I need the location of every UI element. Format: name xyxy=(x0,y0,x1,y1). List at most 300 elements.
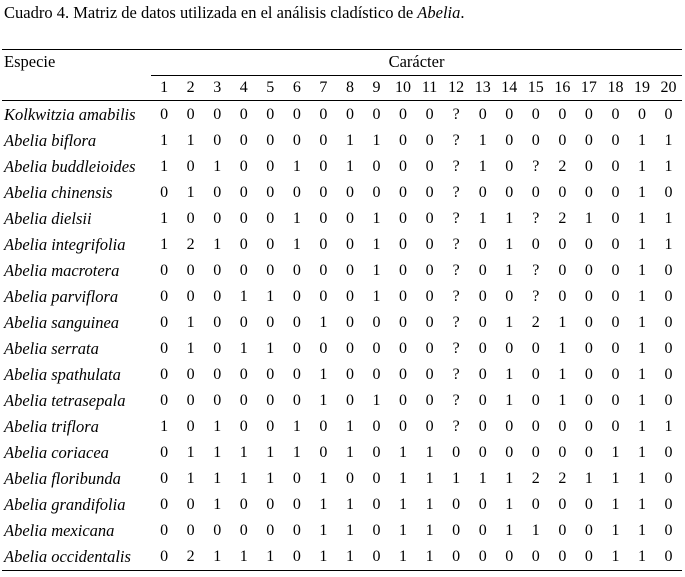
matrix-cell: 1 xyxy=(345,522,354,539)
matrix-cell: 0 xyxy=(372,106,381,123)
matrix-cell: 1 xyxy=(186,184,195,201)
matrix-cell: 0 xyxy=(160,366,169,383)
matrix-cell: 0 xyxy=(292,106,301,123)
matrix-cell: 2 xyxy=(558,470,567,487)
matrix-cell: 1 xyxy=(292,418,301,435)
matrix-cell: 1 xyxy=(637,236,646,253)
matrix-cell: 0 xyxy=(611,262,620,279)
matrix-cell: 0 xyxy=(531,496,540,513)
matrix-cell: 0 xyxy=(319,418,328,435)
matrix-cell: 1 xyxy=(637,158,646,175)
matrix-cell: ? xyxy=(532,288,540,305)
matrix-cell: 1 xyxy=(584,210,593,227)
matrix-cell: 1 xyxy=(637,418,646,435)
matrix-cell: 1 xyxy=(319,548,328,565)
species-name: Abelia serrata xyxy=(4,339,99,358)
character-values xyxy=(151,521,682,541)
matrix-cell: 1 xyxy=(160,418,169,435)
species-name: Abelia buddleioides xyxy=(4,157,136,176)
matrix-cell: 0 xyxy=(266,496,275,513)
matrix-cell: 0 xyxy=(452,444,461,461)
matrix-cell: 0 xyxy=(213,314,222,331)
character-number-row xyxy=(151,78,682,98)
character-values xyxy=(151,209,682,229)
matrix-cell: 0 xyxy=(664,288,673,305)
matrix-cell: 0 xyxy=(160,444,169,461)
species-name: Abelia tetrasepala xyxy=(4,391,126,410)
matrix-cell: 1 xyxy=(160,236,169,253)
matrix-cell: 0 xyxy=(372,548,381,565)
matrix-cell: 0 xyxy=(664,314,673,331)
table-row xyxy=(0,154,685,180)
matrix-cell: 1 xyxy=(478,210,487,227)
matrix-cell: 0 xyxy=(372,366,381,383)
matrix-cell: 0 xyxy=(584,522,593,539)
matrix-cell: 0 xyxy=(213,522,222,539)
matrix-cell: 0 xyxy=(452,496,461,513)
species-name: Abelia triflora xyxy=(4,417,99,436)
matrix-cell: 1 xyxy=(372,392,381,409)
matrix-cell: 0 xyxy=(611,210,620,227)
character-number: 16 xyxy=(554,79,571,96)
matrix-cell: 1 xyxy=(186,444,195,461)
species-name: Abelia macrotera xyxy=(4,261,120,280)
matrix-cell: 1 xyxy=(611,444,620,461)
matrix-cell: 1 xyxy=(558,340,567,357)
matrix-cell: 1 xyxy=(637,132,646,149)
matrix-cell: 0 xyxy=(425,366,434,383)
matrix-cell: 1 xyxy=(425,548,434,565)
matrix-cell: 0 xyxy=(531,548,540,565)
matrix-cell: 0 xyxy=(584,262,593,279)
matrix-cell: 0 xyxy=(160,470,169,487)
matrix-cell: 0 xyxy=(584,418,593,435)
matrix-cell: 0 xyxy=(292,262,301,279)
matrix-cell: 0 xyxy=(239,184,248,201)
matrix-cell: ? xyxy=(452,418,460,435)
species-name: Kolkwitzia amabilis xyxy=(4,105,136,124)
caption-suffix: . xyxy=(460,3,465,22)
character-values xyxy=(151,391,682,411)
matrix-cell: 0 xyxy=(478,444,487,461)
matrix-cell: 1 xyxy=(292,236,301,253)
matrix-cell: 1 xyxy=(372,262,381,279)
matrix-cell: 0 xyxy=(266,106,275,123)
matrix-cell: ? xyxy=(452,262,460,279)
matrix-cell: 0 xyxy=(292,366,301,383)
matrix-cell: 1 xyxy=(637,470,646,487)
matrix-cell: 0 xyxy=(372,444,381,461)
matrix-cell: ? xyxy=(452,184,460,201)
matrix-cell: 0 xyxy=(372,158,381,175)
matrix-cell: 0 xyxy=(478,262,487,279)
matrix-cell: 0 xyxy=(478,288,487,305)
matrix-cell: 2 xyxy=(558,158,567,175)
matrix-cell: 1 xyxy=(399,470,408,487)
character-values xyxy=(151,547,682,567)
matrix-cell: 1 xyxy=(345,548,354,565)
matrix-cell: 0 xyxy=(345,106,354,123)
matrix-cell: 0 xyxy=(345,314,354,331)
matrix-cell: 0 xyxy=(160,392,169,409)
matrix-cell: 0 xyxy=(160,288,169,305)
matrix-cell: 0 xyxy=(505,418,514,435)
matrix-cell: 0 xyxy=(664,392,673,409)
matrix-cell: 0 xyxy=(584,548,593,565)
matrix-cell: 1 xyxy=(637,340,646,357)
matrix-cell: 0 xyxy=(239,236,248,253)
matrix-cell: 0 xyxy=(319,184,328,201)
character-number: 4 xyxy=(239,79,248,96)
matrix-cell: 1 xyxy=(239,548,248,565)
matrix-cell: 0 xyxy=(664,106,673,123)
matrix-cell: 1 xyxy=(266,340,275,357)
matrix-cell: 0 xyxy=(558,418,567,435)
matrix-cell: 0 xyxy=(425,132,434,149)
matrix-cell: 2 xyxy=(531,314,540,331)
matrix-cell: 0 xyxy=(266,158,275,175)
character-number: 18 xyxy=(607,79,624,96)
matrix-cell: 0 xyxy=(558,262,567,279)
matrix-cell: 0 xyxy=(213,288,222,305)
matrix-cell: 1 xyxy=(399,444,408,461)
matrix-cell: 0 xyxy=(584,132,593,149)
matrix-cell: 0 xyxy=(425,236,434,253)
matrix-cell: 0 xyxy=(345,340,354,357)
matrix-cell: 0 xyxy=(531,184,540,201)
matrix-cell: 0 xyxy=(186,366,195,383)
matrix-cell: 0 xyxy=(239,132,248,149)
matrix-cell: 1 xyxy=(611,496,620,513)
table-row xyxy=(0,544,685,570)
matrix-cell: 0 xyxy=(558,132,567,149)
matrix-cell: 0 xyxy=(478,340,487,357)
character-number: 1 xyxy=(160,79,169,96)
matrix-cell: 0 xyxy=(213,340,222,357)
matrix-cell: 0 xyxy=(399,366,408,383)
species-name: Abelia sanguinea xyxy=(4,313,120,332)
matrix-cell: ? xyxy=(532,210,540,227)
matrix-cell: 1 xyxy=(505,522,514,539)
matrix-cell: 0 xyxy=(345,210,354,227)
matrix-cell: 0 xyxy=(319,106,328,123)
matrix-cell: 0 xyxy=(266,366,275,383)
matrix-cell: 0 xyxy=(399,340,408,357)
matrix-cell: 2 xyxy=(531,470,540,487)
matrix-cell: 1 xyxy=(637,496,646,513)
matrix-cell: 0 xyxy=(531,106,540,123)
matrix-cell: 0 xyxy=(266,210,275,227)
matrix-cell: 1 xyxy=(345,418,354,435)
matrix-cell: 1 xyxy=(239,444,248,461)
matrix-cell: 0 xyxy=(213,366,222,383)
character-number: 3 xyxy=(213,79,222,96)
matrix-cell: 0 xyxy=(292,548,301,565)
matrix-cell: 0 xyxy=(558,106,567,123)
matrix-cell: 0 xyxy=(239,418,248,435)
matrix-cell: 0 xyxy=(372,496,381,513)
matrix-cell: 0 xyxy=(160,340,169,357)
matrix-cell: 0 xyxy=(425,158,434,175)
matrix-cell: 1 xyxy=(637,522,646,539)
matrix-cell: 0 xyxy=(611,366,620,383)
matrix-cell: 1 xyxy=(425,470,434,487)
matrix-cell: 0 xyxy=(160,548,169,565)
matrix-cell: 0 xyxy=(372,418,381,435)
matrix-cell: 0 xyxy=(425,210,434,227)
matrix-cell: 1 xyxy=(664,158,673,175)
matrix-cell: 0 xyxy=(584,106,593,123)
matrix-cell: 1 xyxy=(584,470,593,487)
character-values xyxy=(151,235,682,255)
matrix-cell: 1 xyxy=(505,236,514,253)
matrix-cell: ? xyxy=(452,132,460,149)
matrix-cell: 0 xyxy=(345,470,354,487)
species-column-header: Especie xyxy=(4,52,56,71)
matrix-cell: ? xyxy=(452,158,460,175)
matrix-cell: 1 xyxy=(637,184,646,201)
character-number: 7 xyxy=(319,79,328,96)
table-row xyxy=(0,232,685,258)
matrix-cell: 0 xyxy=(531,236,540,253)
character-values xyxy=(151,417,682,437)
matrix-cell: 0 xyxy=(266,392,275,409)
matrix-cell: ? xyxy=(452,392,460,409)
matrix-cell: 0 xyxy=(531,366,540,383)
matrix-cell: 0 xyxy=(319,340,328,357)
character-number: 10 xyxy=(395,79,412,96)
matrix-cell: 0 xyxy=(611,340,620,357)
matrix-cell: 0 xyxy=(292,132,301,149)
matrix-cell: 1 xyxy=(213,236,222,253)
matrix-cell: 0 xyxy=(664,522,673,539)
matrix-cell: 0 xyxy=(584,236,593,253)
matrix-cell: 0 xyxy=(319,262,328,279)
matrix-cell: 0 xyxy=(584,496,593,513)
matrix-cell: 1 xyxy=(292,158,301,175)
matrix-cell: 0 xyxy=(664,444,673,461)
matrix-cell: 1 xyxy=(637,262,646,279)
matrix-cell: 0 xyxy=(266,184,275,201)
matrix-cell: 0 xyxy=(531,340,540,357)
matrix-cell: 1 xyxy=(558,392,567,409)
table-row xyxy=(0,180,685,206)
matrix-cell: 0 xyxy=(345,236,354,253)
table-row xyxy=(0,284,685,310)
character-number: 6 xyxy=(292,79,301,96)
matrix-cell: 1 xyxy=(319,392,328,409)
matrix-cell: 0 xyxy=(319,444,328,461)
matrix-cell: 0 xyxy=(664,548,673,565)
matrix-cell: 0 xyxy=(292,522,301,539)
matrix-cell: 1 xyxy=(266,288,275,305)
matrix-cell: 1 xyxy=(399,522,408,539)
matrix-cell: 0 xyxy=(584,340,593,357)
species-name: Abelia grandifolia xyxy=(4,495,126,514)
matrix-cell: 2 xyxy=(186,236,195,253)
matrix-cell: 1 xyxy=(239,470,248,487)
species-name: Abelia integrifolia xyxy=(4,235,126,254)
matrix-cell: 0 xyxy=(399,106,408,123)
character-values xyxy=(151,261,682,281)
matrix-cell: 0 xyxy=(372,522,381,539)
character-number: 9 xyxy=(372,79,381,96)
matrix-cell: 0 xyxy=(399,184,408,201)
matrix-cell: 0 xyxy=(637,106,646,123)
character-group-header: Carácter xyxy=(388,52,445,71)
matrix-cell: 0 xyxy=(425,184,434,201)
matrix-cell: 1 xyxy=(505,210,514,227)
species-name: Abelia occidentalis xyxy=(4,547,131,566)
matrix-cell: 1 xyxy=(266,548,275,565)
matrix-cell: 0 xyxy=(292,470,301,487)
character-values xyxy=(151,131,682,151)
matrix-cell: 0 xyxy=(478,522,487,539)
matrix-cell: 1 xyxy=(186,132,195,149)
species-name: Abelia biflora xyxy=(4,131,97,150)
matrix-cell: 0 xyxy=(292,314,301,331)
matrix-cell: 0 xyxy=(611,418,620,435)
matrix-cell: 0 xyxy=(452,548,461,565)
matrix-cell: 0 xyxy=(399,262,408,279)
matrix-cell: 1 xyxy=(239,340,248,357)
character-number: 11 xyxy=(421,79,438,96)
matrix-cell: 1 xyxy=(637,548,646,565)
table-row xyxy=(0,518,685,544)
matrix-cell: 1 xyxy=(531,522,540,539)
matrix-cell: 1 xyxy=(160,132,169,149)
matrix-cell: 0 xyxy=(425,288,434,305)
matrix-cell: ? xyxy=(452,340,460,357)
matrix-cell: 1 xyxy=(319,366,328,383)
matrix-cell: 1 xyxy=(345,444,354,461)
matrix-cell: 1 xyxy=(611,470,620,487)
matrix-cell: 1 xyxy=(345,132,354,149)
matrix-cell: 0 xyxy=(213,132,222,149)
matrix-cell: 1 xyxy=(266,444,275,461)
matrix-cell: 0 xyxy=(372,470,381,487)
matrix-cell: 1 xyxy=(160,210,169,227)
matrix-cell: 0 xyxy=(611,158,620,175)
matrix-cell: 0 xyxy=(292,340,301,357)
matrix-cell: 1 xyxy=(478,158,487,175)
matrix-cell: 0 xyxy=(319,132,328,149)
matrix-cell: 1 xyxy=(505,366,514,383)
matrix-cell: 1 xyxy=(505,470,514,487)
matrix-cell: 0 xyxy=(213,106,222,123)
header-bottom-rule xyxy=(2,100,682,101)
matrix-cell: 0 xyxy=(186,158,195,175)
character-values xyxy=(151,339,682,359)
matrix-cell: 0 xyxy=(213,262,222,279)
caption-genus: Abelia xyxy=(417,3,461,22)
matrix-cell: 1 xyxy=(664,210,673,227)
matrix-cell: 0 xyxy=(160,106,169,123)
matrix-cell: 1 xyxy=(372,236,381,253)
matrix-cell: 1 xyxy=(399,496,408,513)
matrix-cell: 0 xyxy=(239,522,248,539)
matrix-cell: 1 xyxy=(213,158,222,175)
matrix-cell: 0 xyxy=(186,418,195,435)
matrix-cell: 1 xyxy=(213,470,222,487)
matrix-cell: 0 xyxy=(319,288,328,305)
matrix-cell: 1 xyxy=(319,470,328,487)
character-values xyxy=(151,287,682,307)
matrix-cell: 1 xyxy=(452,470,461,487)
table-row xyxy=(0,362,685,388)
matrix-cell: 0 xyxy=(558,548,567,565)
matrix-cell: 0 xyxy=(213,210,222,227)
matrix-cell: 1 xyxy=(505,496,514,513)
table-row xyxy=(0,310,685,336)
character-values xyxy=(151,105,682,125)
matrix-cell: 1 xyxy=(160,158,169,175)
species-name: Abelia dielsii xyxy=(4,209,92,228)
matrix-cell: 2 xyxy=(558,210,567,227)
matrix-cell: ? xyxy=(532,262,540,279)
matrix-cell: 0 xyxy=(531,418,540,435)
matrix-cell: 0 xyxy=(345,366,354,383)
matrix-cell: 0 xyxy=(399,418,408,435)
matrix-cell: 0 xyxy=(505,158,514,175)
matrix-cell: 1 xyxy=(186,314,195,331)
matrix-cell: 0 xyxy=(611,184,620,201)
matrix-cell: 0 xyxy=(558,444,567,461)
matrix-cell: 0 xyxy=(399,132,408,149)
character-values xyxy=(151,183,682,203)
matrix-cell: 0 xyxy=(292,288,301,305)
character-values xyxy=(151,365,682,385)
matrix-cell: 2 xyxy=(186,548,195,565)
matrix-cell: 1 xyxy=(611,548,620,565)
matrix-cell: 0 xyxy=(213,392,222,409)
character-values xyxy=(151,443,682,463)
matrix-cell: 0 xyxy=(478,548,487,565)
matrix-cell: 0 xyxy=(425,418,434,435)
table-row xyxy=(0,336,685,362)
character-number: 5 xyxy=(266,79,275,96)
matrix-cell: 0 xyxy=(160,184,169,201)
matrix-cell: 0 xyxy=(372,314,381,331)
matrix-cell: 0 xyxy=(239,366,248,383)
matrix-cell: 1 xyxy=(292,210,301,227)
matrix-cell: 0 xyxy=(213,184,222,201)
matrix-cell: 0 xyxy=(505,340,514,357)
matrix-cell: 0 xyxy=(372,184,381,201)
matrix-cell: 1 xyxy=(637,314,646,331)
matrix-cell: 0 xyxy=(160,262,169,279)
matrix-cell: ? xyxy=(532,158,540,175)
caption-prefix: Cuadro 4. Matriz de datos utilizada en el análisis cladístico de xyxy=(4,3,418,22)
table-row xyxy=(0,440,685,466)
character-number: 12 xyxy=(448,79,465,96)
matrix-cell: 1 xyxy=(239,288,248,305)
table-caption xyxy=(4,3,465,23)
character-number: 14 xyxy=(501,79,518,96)
matrix-cell: 0 xyxy=(319,210,328,227)
matrix-cell: 1 xyxy=(345,496,354,513)
matrix-cell: 1 xyxy=(372,132,381,149)
matrix-cell: 0 xyxy=(664,340,673,357)
matrix-cell: 0 xyxy=(345,288,354,305)
matrix-cell: 0 xyxy=(425,340,434,357)
matrix-cell: 0 xyxy=(399,392,408,409)
matrix-cell: 0 xyxy=(345,184,354,201)
matrix-cell: 0 xyxy=(664,366,673,383)
matrix-cell: 0 xyxy=(558,496,567,513)
matrix-cell: 0 xyxy=(505,184,514,201)
matrix-cell: 0 xyxy=(611,132,620,149)
